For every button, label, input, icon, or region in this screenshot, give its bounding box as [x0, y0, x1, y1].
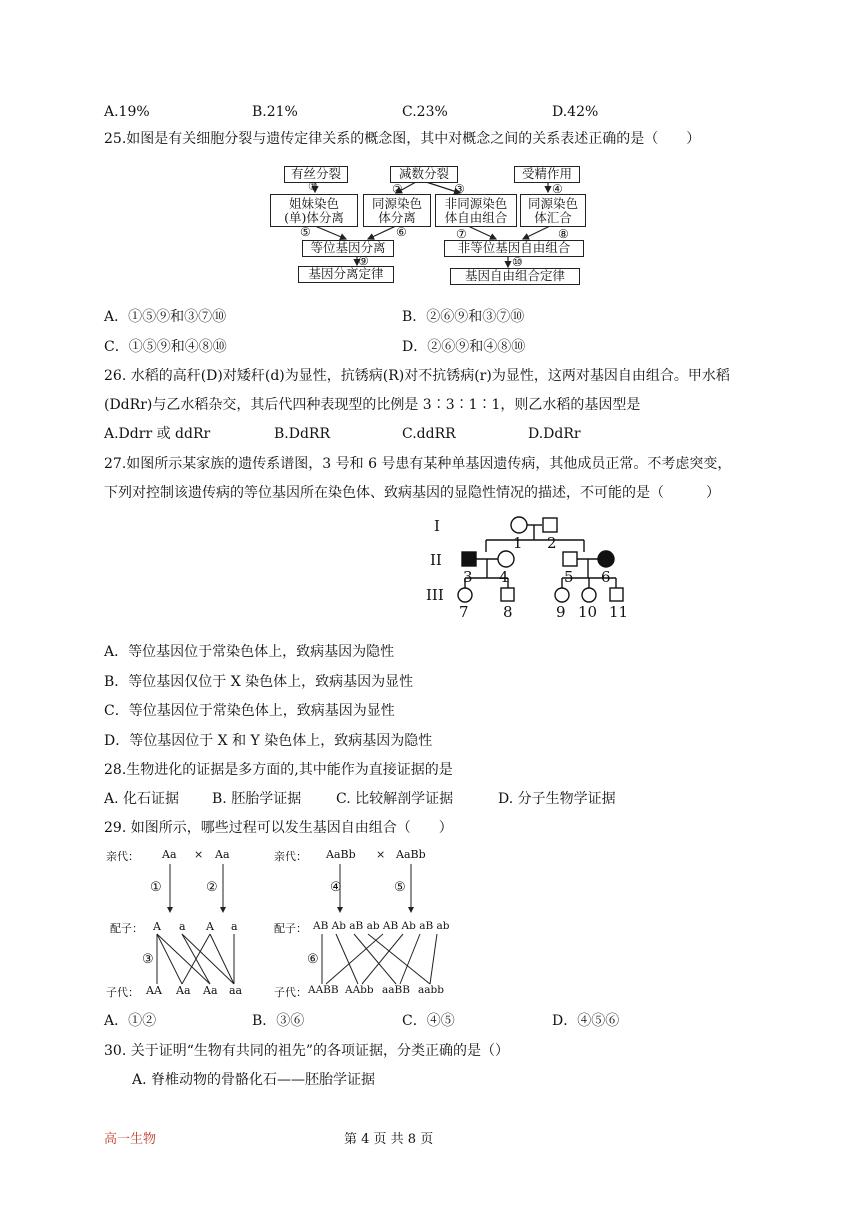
label-3: 3 [463, 568, 473, 586]
left-parent-2: Aa [215, 848, 230, 861]
member-1-female [511, 517, 527, 533]
box-line: 体汇合 [534, 210, 572, 225]
left-offspring: aa [229, 984, 243, 997]
box-homolog-separation [363, 194, 431, 227]
box-nonallele-assortment: 非等位基因自由组合 [444, 240, 584, 257]
label-5: 5 [564, 568, 574, 586]
label-2: 2 [547, 534, 557, 552]
q28-option-c: C. 比较解剖学证据 [336, 791, 454, 807]
q27-option-c: C．等位基因位于常染色体上，致病基因为显性 [104, 703, 395, 719]
q26-option-d: D.DdRr [528, 426, 581, 442]
num-6: ⑥ [396, 225, 407, 239]
q27-option-d: D．等位基因位于 X 和 Y 染色体上，致病基因为隐性 [104, 733, 433, 749]
num-10: ⑩ [512, 255, 523, 269]
box-line: (单)体分离 [284, 210, 344, 225]
gen-II-label: II [430, 551, 442, 569]
member-6-affected-female [598, 551, 614, 567]
num-2: ② [392, 182, 403, 196]
num-5: ⑤ [300, 225, 311, 239]
q28-option-b: B. 胚胎学证据 [212, 791, 302, 807]
q29-option-a: A．①② [104, 1013, 157, 1029]
q28-stem: 28.生物进化的证据是多方面的,其中能作为直接证据的是 [104, 762, 453, 778]
box-homolog-union [520, 194, 586, 227]
q26-option-a: A.Ddrr 或 ddRr [104, 426, 211, 442]
q27-stem-line2: 下列对控制该遗传病的等位基因所在染色体、致病基因的显隐性情况的描述，不可能的是（ ） [104, 485, 720, 501]
q26-stem-line1: 26. 水稻的高秆(D)对矮秆(d)为显性，抗锈病(R)对不抗锈病(r)为显性，这两对基因自由组合。甲水稻 [104, 368, 730, 384]
box-line: 非同源染色 [444, 196, 508, 211]
q25-stem: 25.如图是有关细胞分裂与遗传定律关系的概念图，其中对概念之间的关系表述正确的是（ ） [104, 131, 701, 147]
right-gamete-label: 配子： [274, 922, 307, 935]
right-parent-1: AaBb [326, 848, 356, 861]
box-nonhomolog-assortment [435, 194, 517, 227]
q29-option-d: D．④⑤⑥ [552, 1013, 620, 1029]
member-10-female [582, 588, 596, 602]
left-cross-sign: × [194, 848, 204, 861]
q27-option-b: B．等位基因仅位于 X 染色体上，致病基因为显性 [104, 674, 414, 690]
step-1: ① [150, 880, 162, 895]
right-gametes: AB Ab aB ab AB Ab aB ab [313, 920, 450, 932]
q30-stem: 30. 关于证明“生物有共同的祖先”的各项证据，分类正确的是（） [104, 1043, 510, 1059]
left-gamete: A [153, 920, 161, 933]
left-parent-1: Aa [162, 848, 177, 861]
box-line: 姐妹染色 [288, 196, 339, 211]
box-meiosis: 减数分裂 [390, 166, 458, 183]
q26-stem-line2: (DdRr)与乙水稻杂交，其后代四种表现型的比例是 3∶3∶1∶1，则乙水稻的基因型是 [104, 397, 641, 413]
label-9: 9 [556, 603, 566, 620]
left-parent-label: 亲代： [106, 850, 139, 863]
label-11: 11 [609, 603, 629, 620]
num-3: ③ [454, 182, 465, 196]
q25-option-c: C．①⑤⑨和④⑧⑩ [104, 339, 227, 355]
member-9-female [555, 588, 569, 602]
q30-option-a: A. 脊椎动物的骨骼化石——胚胎学证据 [132, 1072, 376, 1088]
label-6: 6 [601, 568, 611, 586]
label-8: 8 [503, 603, 513, 620]
footer-page-number: 第 4 页 共 8 页 [344, 1132, 434, 1147]
q27-option-a: A．等位基因位于常染色体上，致病基因为隐性 [104, 644, 395, 660]
q28-option-a: A. 化石证据 [104, 791, 180, 807]
step-5: ⑤ [394, 880, 406, 895]
member-4-female [498, 551, 514, 567]
member-3-affected-male [462, 552, 476, 566]
q25-option-b: B．②⑥⑨和③⑦⑩ [402, 309, 525, 325]
q28-option-d: D. 分子生物学证据 [498, 791, 616, 807]
pedigree-chart [420, 508, 640, 620]
left-offspring: Aa [203, 984, 218, 997]
q24-option-c: C.23% [402, 104, 448, 120]
q24-option-b: B.21% [252, 104, 298, 120]
right-offspring: AABB [308, 984, 339, 996]
box-fertilization: 受精作用 [514, 166, 580, 183]
left-offspring-label: 子代： [106, 986, 139, 999]
left-offspring: AA [146, 984, 162, 997]
left-gamete: a [179, 920, 186, 933]
left-gamete: a [231, 920, 238, 933]
num-1: ① [308, 180, 318, 193]
label-4: 4 [499, 568, 509, 586]
label-1: 1 [513, 534, 523, 552]
step-2: ② [206, 880, 218, 895]
q26-option-b: B.DdRR [274, 426, 331, 442]
step-6: ⑥ [307, 952, 319, 967]
concept-diagram [268, 160, 588, 290]
box-mitosis: 有丝分裂 [284, 166, 348, 183]
left-gamete-label: 配子： [110, 922, 143, 935]
num-8: ⑧ [558, 227, 569, 241]
left-gamete: A [206, 920, 214, 933]
box-segregation-law: 基因分离定律 [298, 266, 394, 283]
gen-III-label: III [426, 586, 444, 604]
num-4: ④ [552, 182, 563, 196]
label-7: 7 [459, 603, 469, 620]
member-5-male [563, 552, 577, 566]
box-line: 同源染色 [371, 196, 422, 211]
box-line: 体自由组合 [444, 210, 508, 225]
q25-option-d: D．②⑥⑨和④⑧⑩ [402, 339, 526, 355]
right-offspring: aaBB [382, 984, 410, 996]
box-line: 同源染色 [527, 196, 578, 211]
cross-diagram [100, 846, 460, 1002]
left-offspring: Aa [176, 984, 191, 997]
right-parent-2: AaBb [396, 848, 426, 861]
right-offspring: AAbb [345, 984, 374, 996]
q27-stem-line1: 27.如图所示某家族的遗传系谱图，3 号和 6 号患有某种单基因遗传病，其他成员正常。不考虑突变， [104, 456, 732, 472]
box-line: 体分离 [378, 210, 416, 225]
num-7: ⑦ [456, 227, 467, 241]
right-offspring: aabb [418, 984, 444, 996]
q25-option-a: A．①⑤⑨和③⑦⑩ [104, 309, 227, 325]
q29-stem: 29. 如图所示，哪些过程可以发生基因自由组合（ ） [104, 820, 453, 836]
step-4: ④ [330, 880, 342, 895]
q24-option-d: D.42% [552, 104, 599, 120]
q24-option-a: A.19% [104, 104, 150, 120]
step-3: ③ [142, 952, 154, 967]
q26-option-c: C.ddRR [402, 426, 456, 442]
member-2-male [543, 518, 557, 532]
member-11-male [610, 588, 623, 601]
label-10: 10 [578, 603, 598, 620]
right-cross-sign: × [376, 848, 386, 861]
member-8-male [501, 588, 514, 601]
right-offspring-label: 子代： [274, 986, 307, 999]
q29-option-c: C．④⑤ [402, 1013, 455, 1029]
box-allele-separation: 等位基因分离 [302, 240, 394, 257]
member-7-female [458, 588, 472, 602]
gen-I-label: I [434, 517, 440, 535]
right-parent-label: 亲代： [274, 850, 307, 863]
footer-subject: 高一生物 [104, 1132, 157, 1147]
box-sister-chromatid-separation [270, 194, 358, 227]
num-9: ⑨ [358, 254, 369, 268]
box-assortment-law: 基因自由组合定律 [450, 268, 580, 285]
q29-option-b: B．③⑥ [252, 1013, 305, 1029]
